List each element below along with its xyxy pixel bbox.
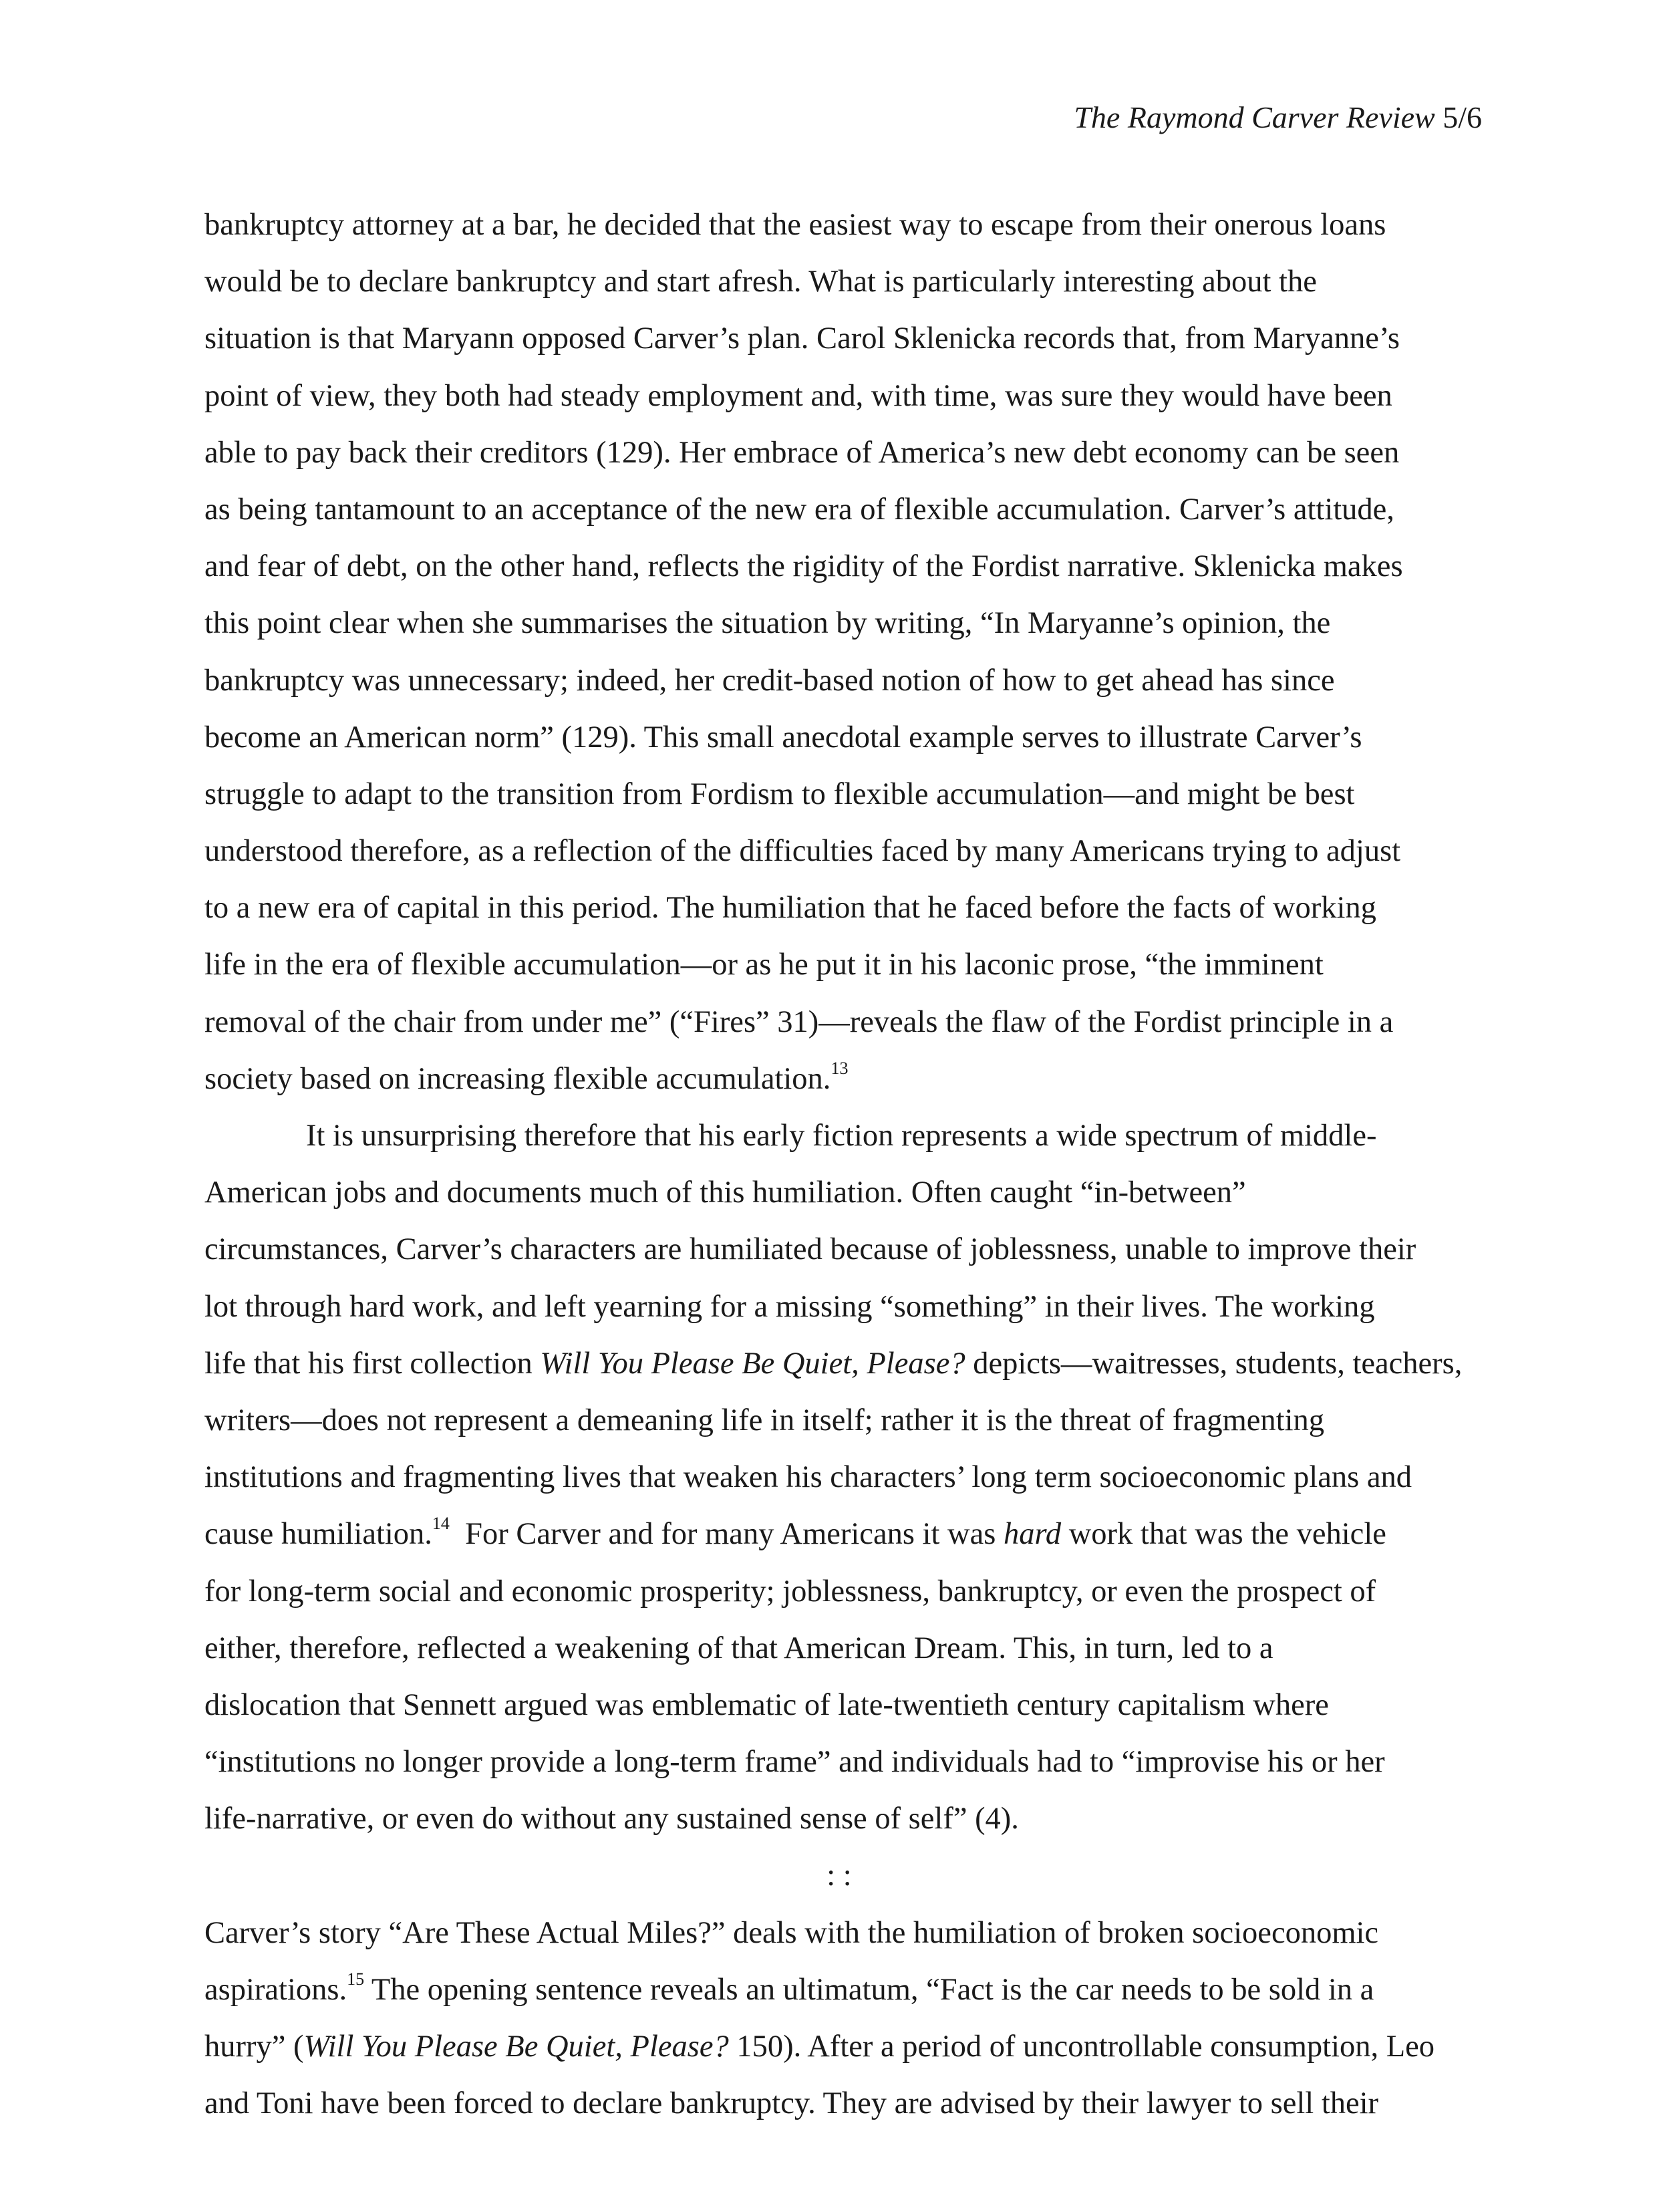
text-line xyxy=(204,424,1474,481)
text-run: depicts—waitresses, students, teachers, xyxy=(965,1346,1463,1381)
text-line xyxy=(204,2075,1474,2132)
text-line xyxy=(204,1677,1474,1734)
italic-title: Will You Please Be Quiet, Please? xyxy=(303,2030,729,2064)
text-run: removal of the chair from under me” (“Fires” 31)—reveals the flaw of the Fordist principle in a xyxy=(204,1004,1394,1039)
text-run: writers—does not represent a demeaning life in itself; rather it is the threat of fragmenting xyxy=(204,1403,1325,1437)
text-line xyxy=(204,1506,1474,1562)
text-run: this point clear when she summarises the situation by writing, “In Maryanne’s opinion, the xyxy=(204,606,1331,641)
text-run: life-narrative, or even do without any sustained sense of self” (4). xyxy=(204,1802,1019,1836)
text-run: American jobs and documents much of this humiliation. Often caught “in-between” xyxy=(204,1176,1246,1210)
text-line xyxy=(204,823,1474,879)
text-run: life in the era of flexible accumulation—or as he put it in his laconic prose, “the imminent xyxy=(204,948,1324,982)
text-run: It is unsurprising therefore that his early fiction represents a wide spectrum of middle- xyxy=(306,1119,1377,1153)
text-line xyxy=(204,595,1474,652)
text-line xyxy=(204,1961,1474,2018)
text-run: Carver’s story “Are These Actual Miles?” deals with the humiliation of broken socioeconomic xyxy=(204,1915,1379,1950)
text-run: hurry” ( xyxy=(204,2030,304,2064)
footnote-ref: 14 xyxy=(432,1514,450,1534)
text-line xyxy=(204,1620,1474,1677)
text-line xyxy=(204,879,1474,936)
text-run: society based on increasing flexible accumulation. xyxy=(204,1061,831,1096)
text-line xyxy=(204,1563,1474,1620)
text-run: become an American norm” (129). This small anecdotal example serves to illustrate Carver’s xyxy=(204,720,1362,754)
text-run: “institutions no longer provide a long-term frame” and individuals had to “improvise his or her xyxy=(204,1745,1385,1780)
section-separator xyxy=(204,1847,1474,1904)
text-line xyxy=(204,766,1474,823)
text-line xyxy=(204,253,1474,310)
text-line xyxy=(204,1449,1474,1506)
text-line xyxy=(204,2018,1474,2075)
text-run: for long-term social and economic prosperity; joblessness, bankruptcy, or even the prospect of xyxy=(204,1574,1376,1609)
text-run: life that his first collection xyxy=(204,1346,541,1381)
text-line xyxy=(204,1790,1474,1847)
text-line xyxy=(204,368,1474,424)
text-run: cause humiliation. xyxy=(204,1517,432,1552)
text-run: situation is that Maryann opposed Carver’s plan. Carol Sklenicka records that, from Maryanne’s xyxy=(204,321,1400,356)
journal-title: The Raymond Carver Review xyxy=(1074,100,1435,134)
text-run: able to pay back their creditors (129). Her embrace of America’s new debt economy can be seen xyxy=(204,435,1400,470)
text-line xyxy=(204,652,1474,709)
text-line xyxy=(204,994,1474,1051)
text-run: aspirations. xyxy=(204,1972,347,2007)
italic-title: hard xyxy=(1003,1517,1062,1552)
text-line xyxy=(204,196,1474,253)
text-run: work that was the vehicle xyxy=(1061,1517,1386,1552)
text-line xyxy=(204,936,1474,993)
italic-title: Will You Please Be Quiet, Please? xyxy=(540,1346,965,1381)
text-run: struggle to adapt to the transition from Fordism to flexible accumulation—and might be best xyxy=(204,777,1355,811)
text-line xyxy=(204,538,1474,595)
text-run: either, therefore, reflected a weakening of that American Dream. This, in turn, led to a xyxy=(204,1631,1273,1665)
body-text xyxy=(204,196,1474,2132)
text-line xyxy=(204,481,1474,538)
text-run: bankruptcy attorney at a bar, he decided that the easiest way to escape from their onerous loans xyxy=(204,208,1386,242)
text-run: point of view, they both had steady employment and, with time, was sure they would have been xyxy=(204,378,1392,413)
text-run: as being tantamount to an acceptance of the new era of flexible accumulation. Carver’s attitude, xyxy=(204,492,1394,527)
text-line xyxy=(204,709,1474,766)
text-run: would be to declare bankruptcy and start afresh. What is particularly interesting about the xyxy=(204,265,1317,299)
text-run: For Carver and for many Americans it was xyxy=(449,1517,1004,1552)
running-header xyxy=(1074,98,1482,138)
text-run: dislocation that Sennett argued was emblematic of late-twentieth century capitalism where xyxy=(204,1687,1329,1722)
text-run: to a new era of capital in this period. The humiliation that he faced before the facts of working xyxy=(204,891,1376,926)
text-line xyxy=(204,1905,1474,1961)
page-number: 5/6 xyxy=(1443,100,1482,134)
text-line xyxy=(204,1335,1474,1392)
text-run: bankruptcy was unnecessary; indeed, her credit-based notion of how to get ahead has since xyxy=(204,663,1335,698)
footnote-ref: 13 xyxy=(831,1058,849,1078)
text-run: lot through hard work, and left yearning for a missing “something” in their lives. The working xyxy=(204,1289,1375,1324)
text-run: : : xyxy=(826,1858,852,1893)
text-line xyxy=(204,1392,1474,1449)
text-line xyxy=(204,1221,1474,1278)
text-line xyxy=(204,1734,1474,1790)
text-line xyxy=(204,1051,1474,1107)
text-run: and fear of debt, on the other hand, reflects the rigidity of the Fordist narrative. Sklenicka makes xyxy=(204,549,1403,584)
text-run: institutions and fragmenting lives that weaken his characters’ long term socioeconomic plans and xyxy=(204,1460,1412,1495)
text-line xyxy=(204,1107,1474,1164)
text-run: and Toni have been forced to declare bankruptcy. They are advised by their lawyer to sell their xyxy=(204,2086,1379,2121)
text-line xyxy=(204,1278,1474,1335)
text-line xyxy=(204,310,1474,367)
text-run: understood therefore, as a reflection of the difficulties faced by many Americans trying to adjust xyxy=(204,834,1401,869)
footnote-ref: 15 xyxy=(347,1969,365,1989)
text-run: The opening sentence reveals an ultimatum, “Fact is the car needs to be sold in a xyxy=(364,1972,1374,2007)
text-line xyxy=(204,1164,1474,1221)
text-run: 150). After a period of uncontrollable consumption, Leo xyxy=(728,2030,1435,2064)
text-run: circumstances, Carver’s characters are humiliated because of joblessness, unable to improve their xyxy=(204,1232,1416,1267)
